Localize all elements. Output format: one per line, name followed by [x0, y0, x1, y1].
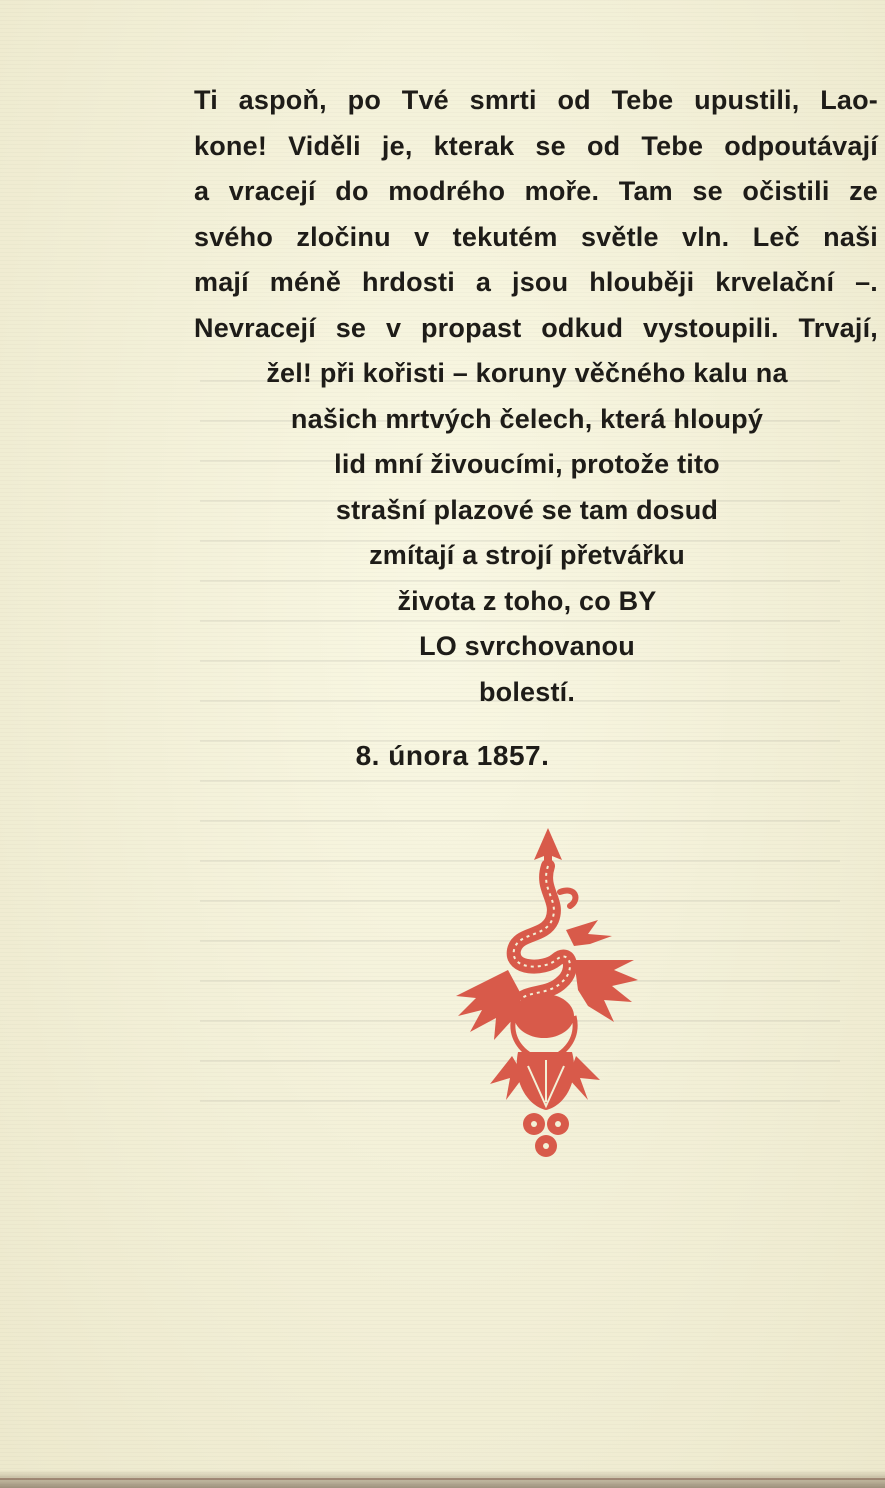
serpent-flower-vignette-icon	[448, 820, 644, 1165]
text-line: lid mní živoucími, protože tito	[334, 449, 720, 479]
text-line: našich mrtvých čelech, která hloupý	[290, 403, 764, 434]
text-line: žel! při kořisti – koruny věčného kalu na	[266, 358, 788, 388]
text-line: kone! Viděli je, kterak se od Tebe odpoutávají	[194, 130, 878, 161]
text-line: Nevracejí se v propast odkud vystoupili. Trvají,	[194, 312, 878, 343]
text-line: Ti aspoň, po Tvé smrti od Tebe upustili, Lao-	[194, 85, 878, 115]
text-line: života z toho, co BY	[397, 585, 657, 616]
page-bottom-edge	[0, 1470, 885, 1488]
text-line: svého zločinu v tekutém světle vln. Leč naši	[194, 221, 878, 252]
poem-text	[194, 78, 878, 715]
text-line: mají méně hrdosti a jsou hlouběji krvelační –.	[194, 267, 878, 297]
text-line: bolestí.	[478, 676, 576, 707]
date-line: 8. února 1857.	[355, 740, 550, 771]
text-line: strašní plazové se tam dosud	[335, 494, 719, 525]
text-line: a vracejí do modrého moře. Tam se očistili ze	[194, 176, 878, 206]
text-line: LO svrchovanou	[419, 631, 635, 661]
text-line: zmítají a strojí přetvářku	[369, 540, 685, 570]
